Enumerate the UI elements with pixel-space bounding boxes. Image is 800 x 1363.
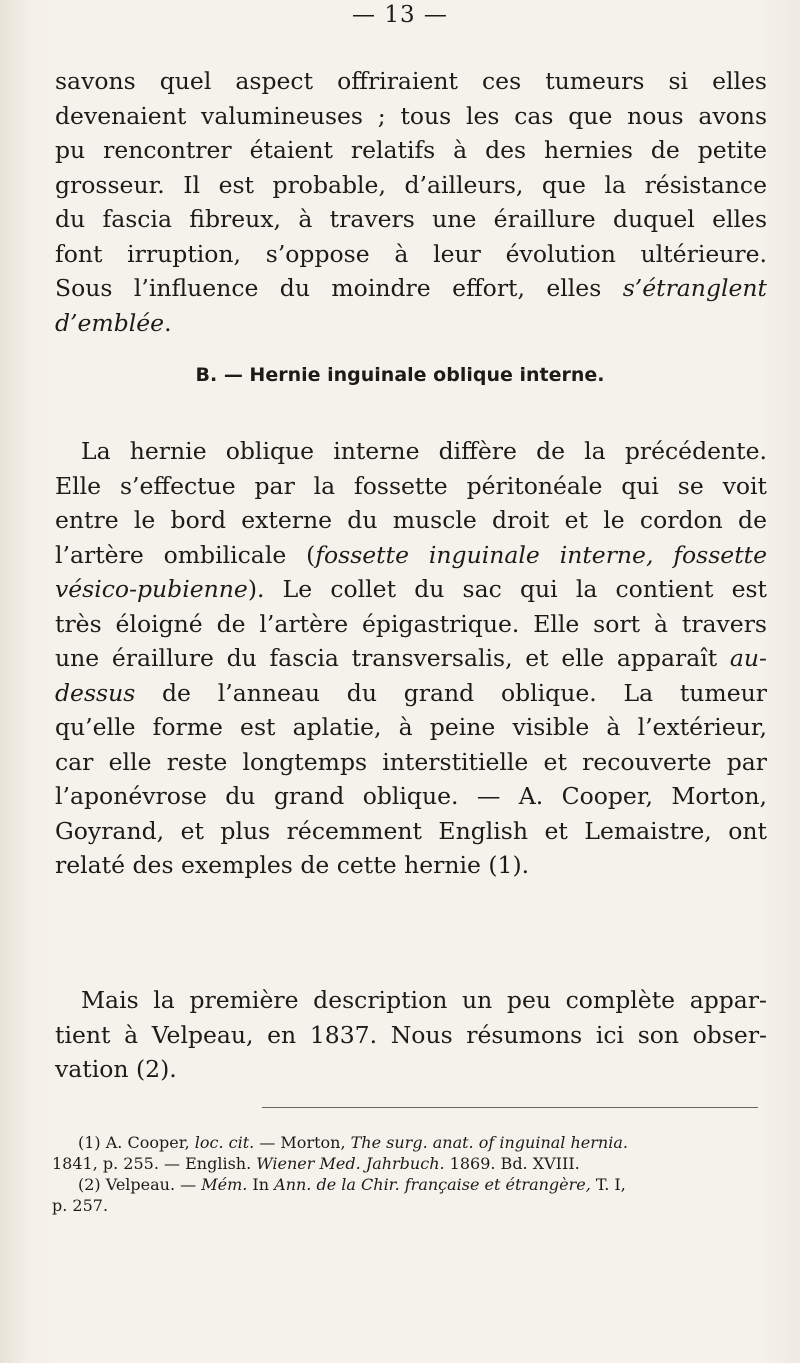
text-line: grosseur. Il est probable, d’ailleurs, que la résistance	[55, 170, 767, 199]
text-line: Mais la première description un peu complète appar-	[81, 986, 767, 1014]
page-number: — 13 —	[352, 2, 448, 28]
text-segment: de l’anneau du grand oblique. La tumeur	[135, 678, 767, 707]
text-line: très éloigné de l’artère épigastrique. Elle sort à travers	[55, 609, 767, 638]
paragraph-continued	[55, 64, 767, 340]
italic-term: Ann. de la Chir. française et étrangère,	[274, 1175, 591, 1194]
text-line: savons quel aspect offriraient ces tumeurs si elles	[55, 67, 767, 95]
text-segment: — Morton,	[254, 1133, 351, 1152]
text-line: Goyrand, et plus récemment English et Lemaistre, ont	[55, 816, 767, 845]
text-line: du fascia fibreux, à travers une éraillure duquel elles	[55, 205, 767, 233]
italic-term: Wiener Med. Jahrbuch.	[256, 1154, 445, 1173]
text-line: entre le bord externe du muscle droit et le cordon de	[55, 506, 767, 534]
text-line: qu’elle forme est aplatie, à peine visible à l’extérieur,	[55, 713, 767, 741]
text-line	[55, 271, 767, 306]
text-line: tient à Velpeau, en 1837. Nous résumons ici son obser-	[55, 1020, 767, 1049]
text-segment: .	[164, 308, 172, 337]
footnotes	[52, 1132, 764, 1216]
text-segment: 1869. Bd. XVIII.	[444, 1154, 580, 1173]
italic-term: dessus	[55, 678, 136, 707]
text-line	[55, 538, 767, 573]
text-segment: Sous l’influence du moindre effort, elles	[55, 274, 623, 302]
text-segment: (1) A. Cooper,	[78, 1133, 195, 1152]
italic-term: d’emblée	[55, 308, 165, 337]
text-line	[55, 572, 767, 607]
text-line: car elle reste longtemps interstitielle et recouverte par	[55, 747, 767, 776]
text-segment: 1841, p. 255. — English.	[52, 1154, 257, 1173]
italic-term: au-	[729, 644, 767, 672]
italic-term: fossette inguinale interne, fossette	[315, 540, 768, 569]
text-segment: In	[247, 1175, 275, 1194]
footnote-line: p. 257.	[52, 1196, 109, 1215]
text-segment: l’artère ombilicale (	[55, 540, 316, 569]
text-line	[55, 306, 767, 341]
italic-term: s’étranglent	[622, 274, 767, 302]
footnote-divider	[262, 1107, 758, 1108]
italic-term: vésico-pubienne	[55, 575, 248, 603]
text-line: pu rencontrer étaient relatifs à des hernies de petite	[55, 136, 767, 164]
text-line: font irruption, s’oppose à leur évolution ultérieure.	[55, 239, 767, 268]
text-line: Elle s’effectue par la fossette péritonéale qui se voit	[55, 471, 767, 500]
text-line	[55, 641, 767, 676]
italic-term: Mém.	[201, 1175, 248, 1194]
text-line: vation (2).	[55, 1055, 177, 1083]
text-line: l’aponévrose du grand oblique. — A. Cooper, Morton,	[55, 782, 767, 810]
footnote-line	[52, 1132, 764, 1153]
paragraph-velpeau	[55, 983, 767, 1087]
text-segment: (2) Velpeau. —	[78, 1175, 202, 1194]
text-segment: ). Le collet du sac qui la contient est	[247, 575, 767, 603]
text-line: devenaient valumineuses ; tous les cas que nous avons	[55, 101, 767, 130]
text-segment: une éraillure du fascia transversalis, et elle apparaît	[55, 644, 730, 672]
text-line: relaté des exemples de cette hernie (1).	[55, 851, 530, 879]
text-line: La hernie oblique interne diffère de la précédente.	[81, 437, 767, 465]
italic-term: The surg. anat. of inguinal hernia.	[350, 1133, 628, 1152]
footnote-line	[52, 1174, 764, 1195]
text-segment: T. I,	[590, 1175, 626, 1194]
section-heading: B. — Hernie inguinale oblique interne.	[195, 364, 605, 386]
paragraph-hernie-oblique	[55, 434, 767, 883]
footnote-line	[52, 1153, 764, 1174]
italic-term: loc. cit.	[194, 1133, 255, 1152]
text-line	[55, 676, 767, 711]
